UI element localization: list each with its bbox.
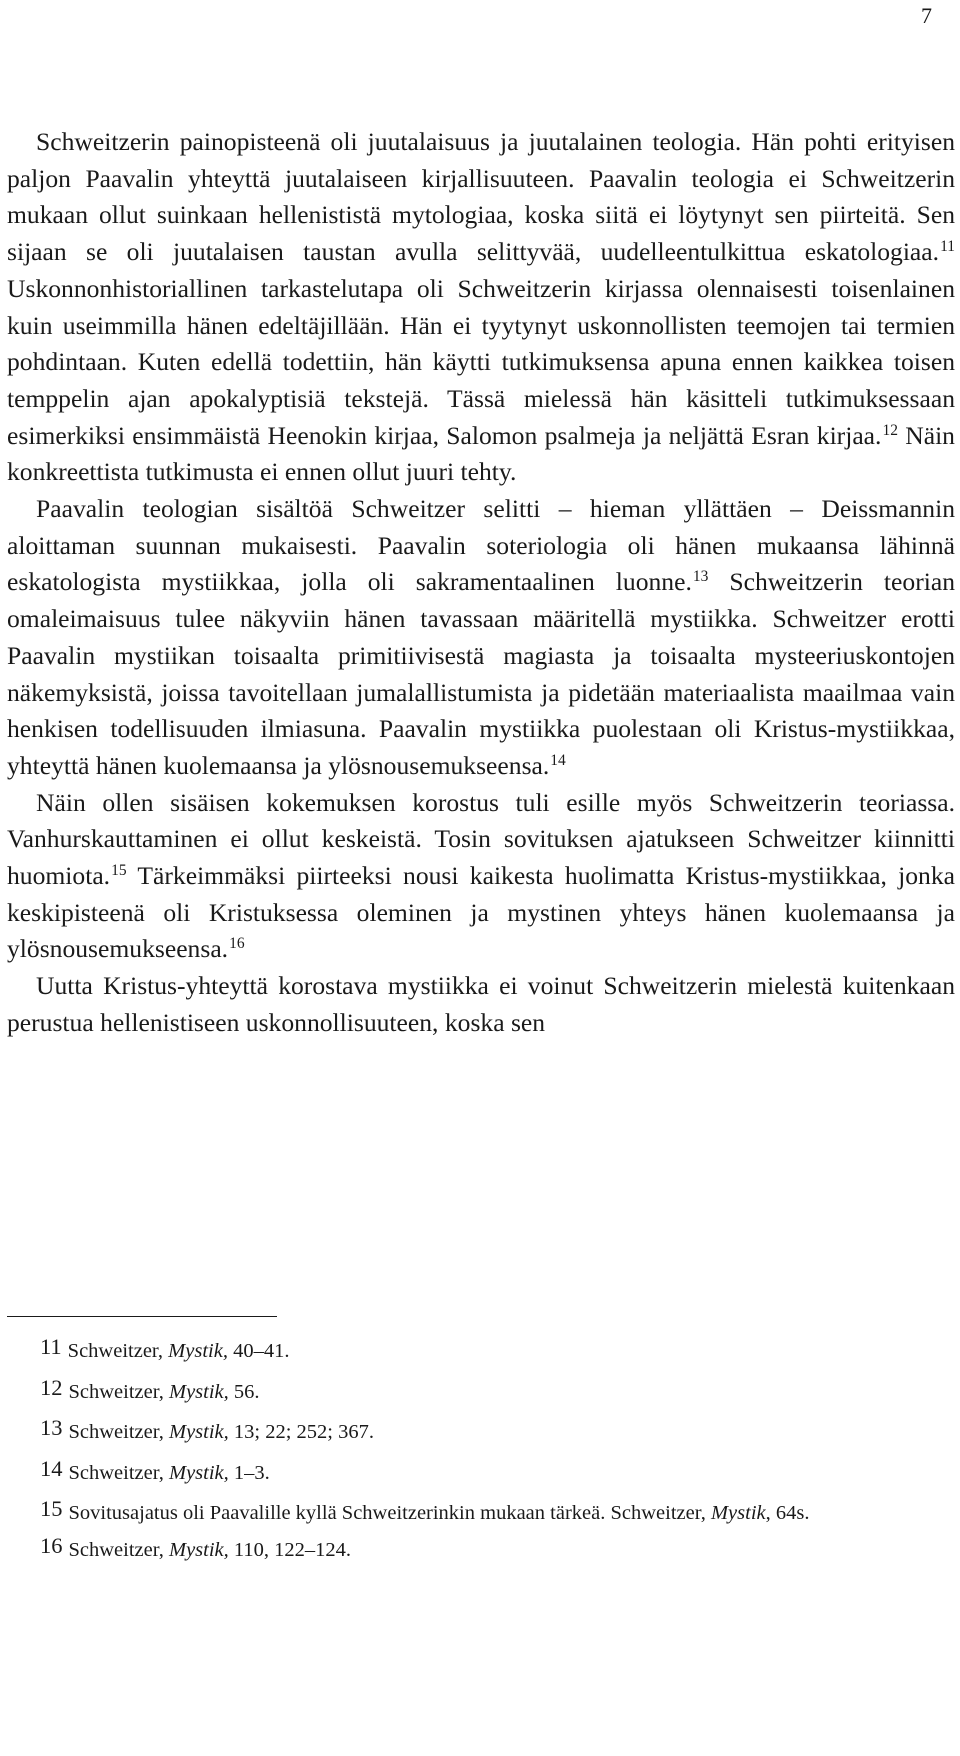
page-number: 7 (921, 3, 932, 28)
footnote-title: Mystik, (169, 1461, 229, 1484)
footnote-text: Schweitzer, (68, 1539, 169, 1561)
footnote (7, 1456, 955, 1486)
footnote-text: Schweitzer, (68, 1461, 169, 1484)
paragraph (7, 491, 955, 785)
footnote-text: 13; 22; 252; 367. (228, 1421, 374, 1443)
footnote-text: Schweitzer, (68, 1380, 169, 1403)
footnote-text: Schweitzer, (68, 1421, 169, 1443)
footnote-number: 11 (40, 1334, 62, 1359)
footnote-number: 13 (40, 1415, 63, 1440)
footnote (7, 1334, 955, 1364)
footnote-number: 15 (40, 1496, 63, 1521)
footnote (7, 1533, 955, 1563)
paragraph-text: Paavalin teologian sisältöä Schweitzer selitti – hieman yllättäen – Deissmannin aloittaman suunnan mukaisesti. Paavalin soteriologia oli hänen mukaansa lähinnä eskatologista mystiikkaa, jolla oli sakramentaalinen luonne. (7, 494, 955, 597)
footnote-text: , 64s. (765, 1502, 810, 1524)
footnote-number: 14 (40, 1455, 63, 1481)
footnote-title: Mystik, (169, 1539, 229, 1561)
footnote-reference[interactable]: 15 (111, 862, 127, 880)
footnote-title: Mystik, (168, 1340, 228, 1362)
footnote-text: Sovitusajatus oli Paavalille kyllä Schweitzerinkin mukaan tärkeä. Schweitzer, (68, 1502, 711, 1524)
footnote (7, 1493, 955, 1529)
footnote (7, 1415, 955, 1445)
footnote-text: 110, 122–124. (228, 1539, 352, 1561)
body-text (7, 124, 955, 1042)
footnote-text: 56. (228, 1380, 260, 1403)
footnote-reference[interactable]: 14 (550, 751, 566, 769)
footnote-reference[interactable]: 13 (692, 568, 709, 586)
footnote-text: 1–3. (228, 1461, 270, 1484)
footnote-title: Mystik, (169, 1421, 229, 1443)
footnote-number: 12 (40, 1374, 63, 1400)
footnote-text: Schweitzer, (67, 1340, 169, 1362)
footnote-reference[interactable]: 12 (882, 421, 898, 439)
footnote-reference[interactable]: 11 (940, 238, 955, 256)
footnotes (7, 1334, 955, 1574)
paragraph-text: Näin konkreettista tutkimusta ei ennen ollut juuri tehty. (7, 420, 955, 487)
paragraph-text: Uutta Kristus-yhteyttä korostava mystiikka ei voinut Schweitzerin mielestä kuitenkaan perustua hellenistiseen uskonnollisuuteen, koska sen (7, 971, 955, 1037)
paragraph (7, 968, 955, 1041)
footnote-title: Mystik, (169, 1380, 229, 1403)
paragraph (7, 124, 955, 491)
paragraph-text: Schweitzerin painopisteenä oli juutalaisuus ja juutalainen teologia. Hän pohti erityisen paljon Paavalin yhteyttä juutalaiseen kirjallisuuteen. Paavalin teologia ei Schweitzerin mukaan ollut suinkaan hellenististä mytologiaa, koska siitä ei löytynyt sen piirteitä. Sen sijaan se oli juutalaisen taustan avulla selittyvää, uudelleentulkittua eskatologiaa. (7, 127, 955, 267)
paragraph-text: Tärkeimmäksi piirteeksi nousi kaikesta huolimatta Kristus-mystiikkaa, jonka keskipisteenä oli Kristuksessa oleminen ja mystinen yhteys hänen kuolemaansa ja ylösnousemukseensa. (7, 861, 955, 964)
footnote-divider (7, 1316, 277, 1317)
footnote-reference[interactable]: 16 (229, 935, 245, 953)
paragraph-text: Uskonnonhistoriallinen tarkastelutapa oli Schweitzerin kirjassa olennaisesti toisenlainen kuin useimmilla hänen edeltäjillään. Hän ei tyytynyt uskonnollisten teemojen tai termien pohdintaan. Kuten edellä todettiin, hän käytti tutkimuksensa apuna ennen kaikkea toisen temppelin ajan apokalyptisiä tekstejä. Tässä mielessä hän käsitteli tutkimuksessaan esimerkiksi ensimmäistä Heenokin kirjaa, Salomon psalmeja ja neljättä Esran kirjaa. (7, 273, 955, 450)
paragraph-text: Näin ollen sisäisen kokemuksen korostus tuli esille myös Schweitzerin teoriassa. Vanhurskauttaminen ei ollut keskeistä. Tosin sovituksen ajatukseen Schweitzer kiinnitti huomiota. (7, 787, 955, 891)
footnote-number: 16 (40, 1533, 63, 1558)
footnote-text: 40–41. (227, 1340, 290, 1362)
paragraph-text: Schweitzerin teorian omaleimaisuus tulee näkyviin hänen tavassaan määritellä mystiikka. Schweitzer erotti Paavalin mystiikan toisaalta primitiivisestä magiasta ja toisaalta mysteeriuskontojen näkemyksistä, joissa tavoitellaan jumalallistumista ja pidetään materiaalista maailmaa vain henkisen todellisuuden ilmiasuna. Paavalin mystiikka puolestaan oli Kristus-mystiikkaa, yhteyttä hänen kuolemaansa ja ylösnousemukseensa. (7, 567, 955, 780)
footnote (7, 1375, 955, 1405)
footnote-title: Mystik (710, 1502, 766, 1524)
paragraph (7, 785, 955, 969)
